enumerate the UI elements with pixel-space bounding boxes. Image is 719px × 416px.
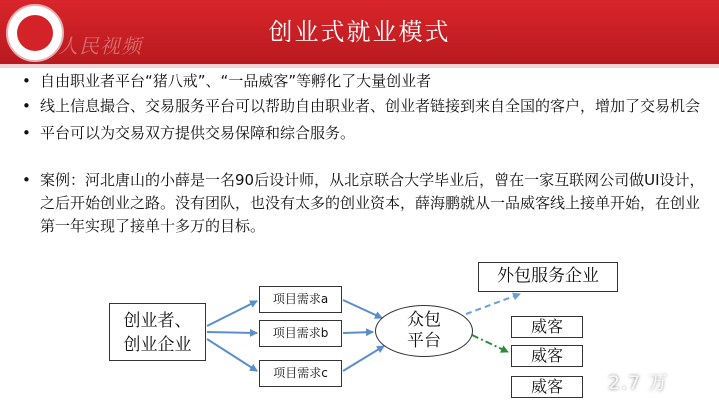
platform-label-line1: 众包 — [407, 310, 441, 330]
bullet-text: 自由职业者平台“猪八戒”、“一品威客”等孵化了大量创业者 — [40, 72, 432, 90]
entrepreneurs-box — [109, 303, 206, 361]
arrow-entre-to-req-c — [207, 339, 257, 371]
outsourcing-company-box: 外包服务企业 — [478, 262, 618, 292]
crowdsourcing-platform-node — [375, 305, 473, 357]
person-icon — [588, 373, 604, 391]
arrow-platform-to-outsourcing — [466, 294, 520, 314]
entrepreneurs-label-line1: 创业者、 — [123, 311, 192, 331]
requirement-box-a: 项目需求a — [259, 286, 342, 313]
bullet-text: 线上信息撮合、交易服务平台可以帮助自由职业者、创业者链接到来自全国的客户，增加了交易机会 — [40, 97, 701, 115]
weike-box: 威客 — [511, 345, 583, 367]
slide-title: 创业式就业模式 — [268, 18, 451, 46]
view-count-overlay — [588, 368, 668, 392]
requirement-box-b: 项目需求b — [259, 320, 342, 347]
bullet-marker: • — [22, 171, 31, 189]
arrow-platform-to-weike — [472, 335, 508, 352]
view-count-text: 2.7 万 — [608, 372, 669, 394]
bullet-marker: • — [22, 72, 31, 90]
weike-box: 威客 — [511, 316, 583, 338]
arrow-req-b-to-platform — [343, 332, 373, 333]
requirement-box-c: 项目需求c — [259, 360, 342, 387]
bullet-marker: • — [22, 124, 31, 142]
entrepreneurs-label-line2: 创业企业 — [123, 335, 192, 355]
bullet-text: 平台可以为交易双方提供交易保障和综合服务。 — [40, 124, 356, 142]
video-watermark: 人民视频 — [58, 34, 142, 58]
arrow-entre-to-req-b — [207, 332, 257, 333]
arrow-entre-to-req-a — [207, 301, 257, 326]
weike-box: 威客 — [511, 376, 583, 398]
case-study-text: 案例：河北唐山的小薛是一名90后设计师，从北京联合大学毕业后，曾在一家互联网公司做UI设计，之后开始创业之路。没有团队，也没有太多的创业资本，薛海鹏就从一品威客线上接单开始，在创业第一年实现了接单十多万的目标。 — [40, 171, 705, 235]
platform-label-line2: 平台 — [407, 331, 441, 351]
bullet-marker: • — [22, 97, 31, 115]
